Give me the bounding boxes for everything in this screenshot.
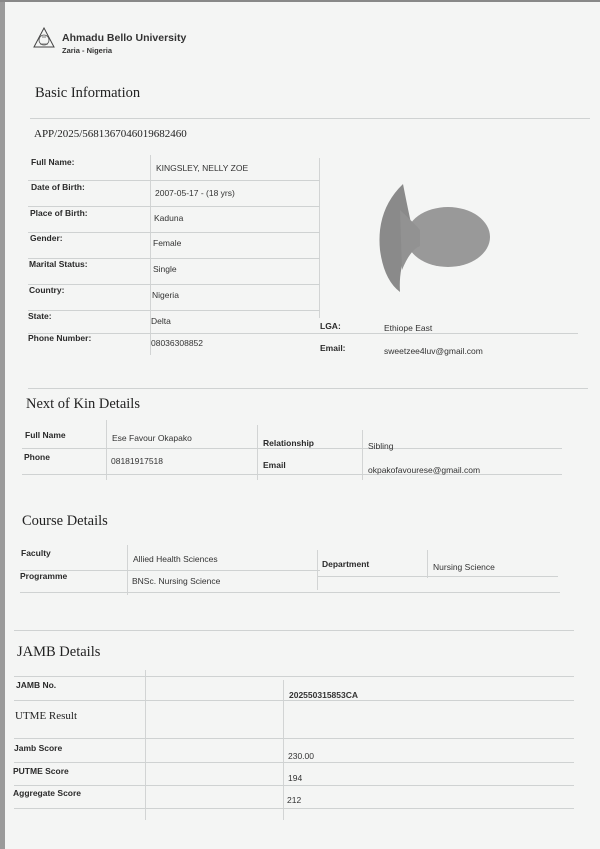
table-rule (14, 700, 574, 701)
table-rule (14, 738, 574, 739)
jamb-no-value: 202550315853CA (289, 690, 359, 700)
table-rule (28, 232, 320, 233)
table-rule (28, 206, 320, 207)
table-rule (14, 785, 574, 786)
faculty-label: Faculty (21, 548, 51, 558)
table-rule (22, 448, 562, 449)
utme-result-heading: UTME Result (15, 710, 78, 722)
programme-value: BNSc. Nursing Science (132, 576, 221, 586)
table-rule (145, 670, 146, 820)
basic-information-heading: Basic Information (35, 85, 141, 101)
table-rule (319, 158, 320, 318)
lga-value: Ethiope East (384, 323, 433, 333)
department-label: Department (322, 559, 370, 569)
faculty-value: Allied Health Sciences (133, 554, 218, 564)
nok-full-name-value: Ese Favour Okapako (112, 433, 192, 443)
dob-label: Date of Birth: (31, 182, 85, 192)
state-value: Delta (151, 316, 171, 326)
table-rule (362, 430, 363, 480)
table-rule (28, 333, 578, 334)
nok-relationship-label: Relationship (263, 438, 315, 448)
aggregate-score-value: 212 (287, 795, 302, 805)
programme-label: Programme (20, 571, 68, 581)
email-value: sweetzee4luv@gmail.com (384, 346, 483, 356)
table-rule (20, 592, 560, 593)
phone-value: 08036308852 (151, 338, 204, 348)
application-number: APP/2025/5681367046019682460 (34, 128, 187, 140)
scan-edge (0, 0, 5, 849)
table-rule (22, 474, 562, 475)
place-of-birth-label: Place of Birth: (30, 208, 88, 218)
place-of-birth-value: Kaduna (154, 213, 184, 223)
nok-phone-label: Phone (24, 452, 50, 462)
table-rule (427, 550, 428, 578)
nok-phone-value: 08181917518 (111, 456, 164, 466)
table-rule (283, 680, 284, 820)
state-label: State: (28, 311, 52, 321)
nok-relationship-value: Sibling (368, 441, 394, 451)
table-rule (28, 180, 320, 181)
aggregate-score-label: Aggregate Score (13, 788, 82, 798)
nok-full-name-label: Full Name (25, 430, 66, 440)
jamb-details-heading: JAMB Details (17, 644, 101, 660)
next-of-kin-heading: Next of Kin Details (26, 396, 140, 412)
table-rule (30, 118, 590, 119)
department-value: Nursing Science (433, 562, 495, 572)
table-rule (318, 576, 558, 577)
table-rule (28, 284, 320, 285)
table-rule (28, 310, 320, 311)
table-rule (14, 676, 574, 677)
university-location: Zaria - Nigeria (62, 46, 113, 55)
dob-value: 2007-05-17 - (18 yrs) (155, 188, 235, 198)
putme-score-label: PUTME Score (13, 766, 69, 776)
jamb-score-label: Jamb Score (14, 743, 63, 753)
country-label: Country: (29, 285, 65, 295)
marital-status-value: Single (153, 264, 177, 274)
nok-email-value: okpakofavourese@gmail.com (368, 465, 481, 475)
full-name-value: KINGSLEY, NELLY ZOE (156, 163, 249, 173)
table-rule (14, 762, 574, 763)
university-name: Ahmadu Bello University (62, 32, 187, 44)
lga-label: LGA: (320, 321, 341, 331)
course-details-heading: Course Details (22, 513, 108, 529)
university-crest-icon (33, 27, 55, 54)
full-name-label: Full Name: (31, 157, 75, 167)
applicant-photo (370, 180, 500, 305)
table-rule (257, 425, 258, 480)
table-rule (14, 808, 574, 809)
table-rule (28, 388, 588, 389)
phone-label: Phone Number: (28, 333, 92, 343)
table-rule (14, 630, 574, 631)
table-rule (106, 420, 107, 480)
jamb-score-value: 230.00 (288, 751, 314, 761)
country-value: Nigeria (152, 290, 179, 300)
jamb-no-label: JAMB No. (16, 680, 57, 690)
marital-status-label: Marital Status: (29, 259, 88, 269)
email-label: Email: (320, 343, 346, 353)
gender-value: Female (153, 238, 182, 248)
nok-email-label: Email (263, 460, 286, 470)
gender-label: Gender: (30, 233, 63, 243)
putme-score-value: 194 (288, 773, 303, 783)
scan-top-edge (0, 0, 600, 2)
